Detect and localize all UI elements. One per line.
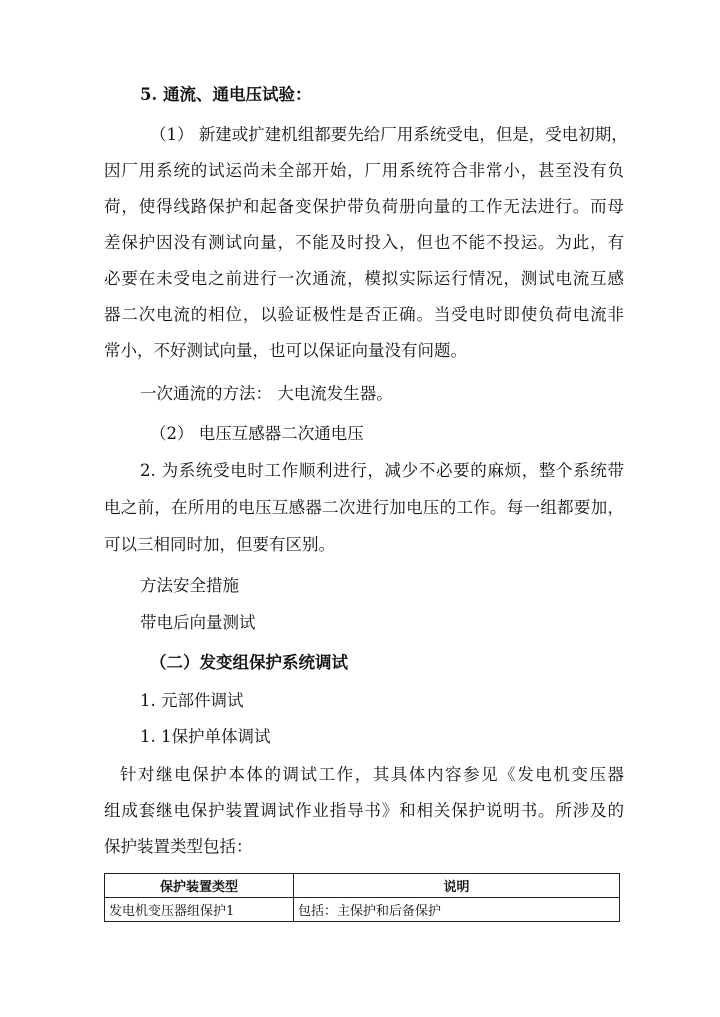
subheading-2: （2） 电压互感器二次通电压 [150,424,364,443]
table-header-description: 说明 [294,874,620,898]
method-line: 一次通流的方法： 大电流发生器。 [140,384,393,403]
section-heading-2: （二）发变组保护系统调试 [150,653,348,672]
table-header-type: 保护装置类型 [105,874,294,898]
heading-section-5: 5. 通流、通电压试验： [140,85,312,104]
table-row [105,898,620,922]
para2-line-2: 电之前，在所用的电压互感器二次进行加电压的工作。每一组都要加， [104,498,624,517]
item-1-1: 1. 1保护单体调试 [140,727,271,746]
para2-line-3: 可以三相同时加，但要有区别。 [104,535,335,554]
table-cell-type: 发电机变压器组保护1 [105,898,294,922]
para1-line-4: 差保护因没有测试向量，不能及时投入，但也不能不投运。为此，有 [104,233,624,252]
para2-line-1: 2. 为系统受电时工作顺利进行，减少不必要的麻烦，整个系统带 [140,461,624,480]
para3-line-3: 保护装置类型包括： [104,837,253,856]
table-header-row [105,874,620,898]
para3-line-1: 针对继电保护本体的调试工作，其具体内容参见《发电机变压器 [120,765,624,784]
para1-line-3: 荷，使得线路保护和起备变保护带负荷册向量的工作无法进行。而母 [104,197,624,216]
para1-line-6: 器二次电流的相位，以验证极性是否正确。当受电时即使负荷电流非 [104,305,624,324]
para1-line-1: （1） 新建或扩建机组都要先给厂用系统受电，但是，受电初期， [150,125,628,144]
safety-measures-line: 方法安全措施 [140,576,239,595]
device-type-table [104,873,620,922]
para3-line-2: 组成套继电保护装置调试作业指导书》和相关保护说明书。所涉及的 [104,801,624,820]
vector-test-line: 带电后向量测试 [140,613,256,632]
table-cell-description: 包括：主保护和后备保护 [294,898,620,922]
item-1: 1. 元部件调试 [140,691,244,710]
para1-line-5: 必要在未受电之前进行一次通流，模拟实际运行情况，测试电流互感 [104,269,624,288]
para1-line-7: 常小，不好测试向量，也可以保证向量没有问题。 [104,341,467,360]
para1-line-2: 因厂用系统的试运尚未全部开始，厂用系统符合非常小，甚至没有负 [104,161,624,180]
